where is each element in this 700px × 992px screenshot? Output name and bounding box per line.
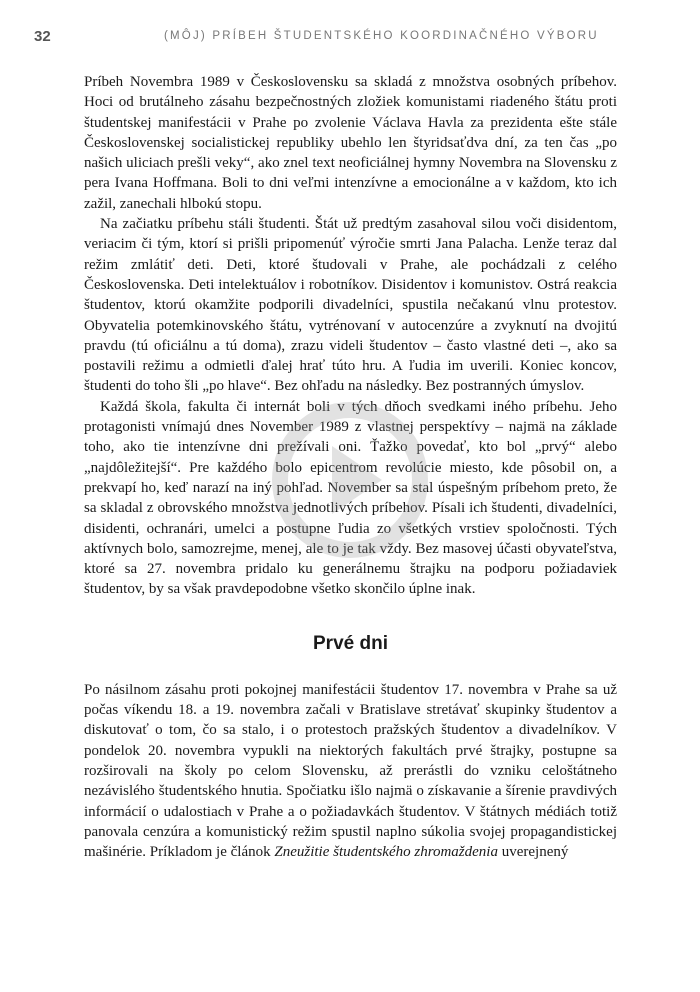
- running-head: (MÔJ) PRÍBEH ŠTUDENTSKÉHO KOORDINAČNÉHO VÝBORU: [164, 30, 599, 42]
- page-body: [84, 72, 617, 862]
- page-number: 32: [34, 28, 51, 45]
- paragraph: [84, 680, 617, 863]
- paragraph: Každá škola, fakulta či internát boli v tých dňoch svedkami iného príbehu. Jeho protagonisti vnímajú dnes November 1989 z vlastnej perspektívy – najmä na základe toho, ako tie intenzívne dni prežívali oni. Ťažko povedať, kto bol „prvý“ alebo „najdôležitejší“. Pre každého bolo epicentrom revolúcie miesto, kde pôsobil on, a prekvapí ho, keď narazí na iný pohľad. November sa stal úspešným príbehom preto, že sa skladal z obrovského množstva jednotlivých príbehov. Písali ich študenti, divadelníci, disidenti, ochranári, umelci a postupne ľudia zo všetkých vrstiev spoločnosti. Tých aktívnych bolo, samozrejme, menej, ale to je tak vždy. Bez masovej účasti obyvateľstva, ktoré sa 27. novembra pridalo ku generálnemu štrajku na podporu požiadaviek študentov, by sa však pravdepodobne všetko skončilo úplne inak.: [84, 398, 617, 598]
- paragraph: Na začiatku príbehu stáli študenti. Štát už predtým zasahoval silou voči disidentom, veriacim či tým, ktorí si prišli pripomenúť výročie smrti Jana Palacha. Lenže teraz dal režim zmlátiť deti. Deti, ktoré študovali v Prahe, ale pochádzali z celého Československa. Deti intelektuálov i robotníkov. Disidentov i komunistov. Ostrá reakcia študentov, ktorú okamžite podporili divadelníci, spustila nečakanú vlnu protestov. Obyvatelia potemkinovského štátu, vytrénovaní v autocenzúre a zvyknutí na dvojitú pravdu (tú oficiálnu a tú doma), zrazu videli študentov – často vlastné deti –, ako sa postavili režimu a odmietli ďalej hrať túto hru. A ľudia im uverili. Koniec koncov, študenti do toho šli „po hlave“. Bez ohľadu na následky. Bez postranných úmyslov.: [84, 216, 617, 395]
- article-title: Zneužitie študentského zhromaždenia: [274, 844, 498, 861]
- paragraph-text: uverejnený: [497, 844, 569, 861]
- paragraph: Príbeh Novembra 1989 v Československu sa skladá z množstva osobných príbehov. Hoci od brutálneho zásahu bezpečnostných zložiek komunistami riadeného štátu proti študentskej manifestácii v Prahe po zvolenie Václava Havla za prezidenta ešte stále Československej socialistickej republiky ubehlo len štyridsaťdva dní, za ten čas „po našich uliciach prešli veky“, ako znel text neoficiálnej hymny Novembra na Slovensku z pera Ivana Hoffmana. Boli to dni veľmi intenzívne a emocionálne a v každom, kto ich zažil, zanechali hlbokú stopu.: [84, 74, 617, 212]
- paragraph-text: Po násilnom zásahu proti pokojnej manifestácii študentov 17. novembra v Prahe sa už počas víkendu 18. a 19. novembra začali v Bratislave stretávať skupinky študentov a diskutovať o tom, čo sa stalo, i o protestoch pražských študentov a divadelníkov. V pondelok 20. novembra vypukli na niektorých fakultách prvé štrajky, postupne sa rozširovali na školy po celom Slovensku, až prerástli do vzniku celoštátneho nezávislého študentského hnutia. Spočiatku išlo najmä o získavanie a šírenie pravdivých informácií o udalostiach v Prahe a o požiadavkách študentov. V štátnych médiách totiž panovala cenzúra a komunistický režim spustil naplno súkolia svojej propagandistickej mašinérie. Príkladom je článok: [84, 681, 617, 861]
- page-header: [34, 28, 666, 48]
- section-heading: Prvé dni: [313, 632, 388, 654]
